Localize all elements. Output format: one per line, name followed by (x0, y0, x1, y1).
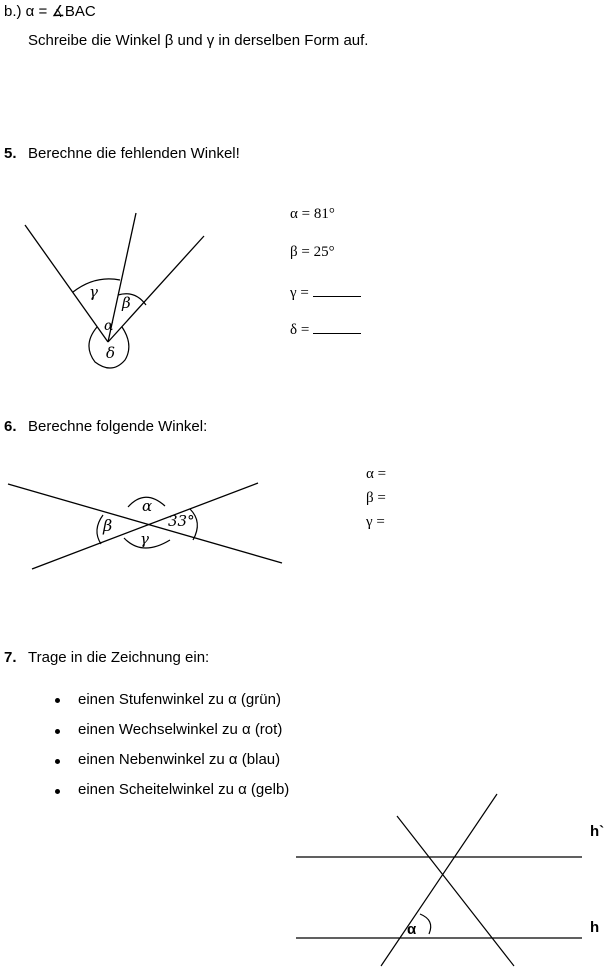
task7-label-h-prime: h` (590, 823, 605, 840)
task7-bullet-3: einen Nebenwinkel zu α (blau) (78, 751, 281, 768)
task7-text: Trage in die Zeichnung ein: (28, 649, 210, 666)
task5-answer-alpha: α = 81° (290, 206, 335, 222)
task-b-instruction: Schreibe die Winkel β und γ in derselben Form auf. (28, 32, 369, 49)
task7-label-alpha: α (407, 921, 417, 938)
task7-bullet-1: einen Stufenwinkel zu α (grün) (78, 691, 281, 708)
task6-label-gamma: γ (140, 530, 149, 548)
task5-label-delta: δ (106, 344, 116, 362)
task6-answer-beta: β = (366, 490, 386, 506)
task5-text: Berechne die fehlenden Winkel! (28, 145, 240, 162)
task6-number: 6. (4, 418, 17, 435)
task7-bullet-4: einen Scheitelwinkel zu α (gelb) (78, 781, 290, 798)
task5-label-alpha: α (104, 318, 114, 334)
task5-label-beta: β (122, 294, 131, 312)
task-b-label: b.) α = ∡BAC (4, 3, 96, 20)
task5-number: 5. (4, 145, 17, 162)
task6-label-beta: β (103, 516, 113, 535)
task7-number: 7. (4, 649, 17, 666)
task6-text: Berechne folgende Winkel: (28, 418, 208, 435)
task7-bullet-2: einen Wechselwinkel zu α (rot) (78, 721, 283, 738)
task7-arc-alpha (420, 914, 431, 934)
task6-answer-gamma: γ = (366, 514, 385, 530)
task7-transversal-2 (381, 794, 497, 966)
task5-answer-gamma: γ = (290, 284, 361, 302)
task6-answer-alpha: α = (366, 466, 387, 482)
task5-answer-beta: β = 25° (290, 244, 335, 260)
task5-answer-delta: δ = (290, 321, 361, 339)
task7-transversal-1 (397, 816, 514, 966)
task6-label-33: 33° (168, 512, 195, 530)
task5-label-gamma: γ (89, 283, 98, 301)
task6-label-alpha: α (142, 497, 153, 515)
task7-label-h: h (590, 919, 600, 936)
